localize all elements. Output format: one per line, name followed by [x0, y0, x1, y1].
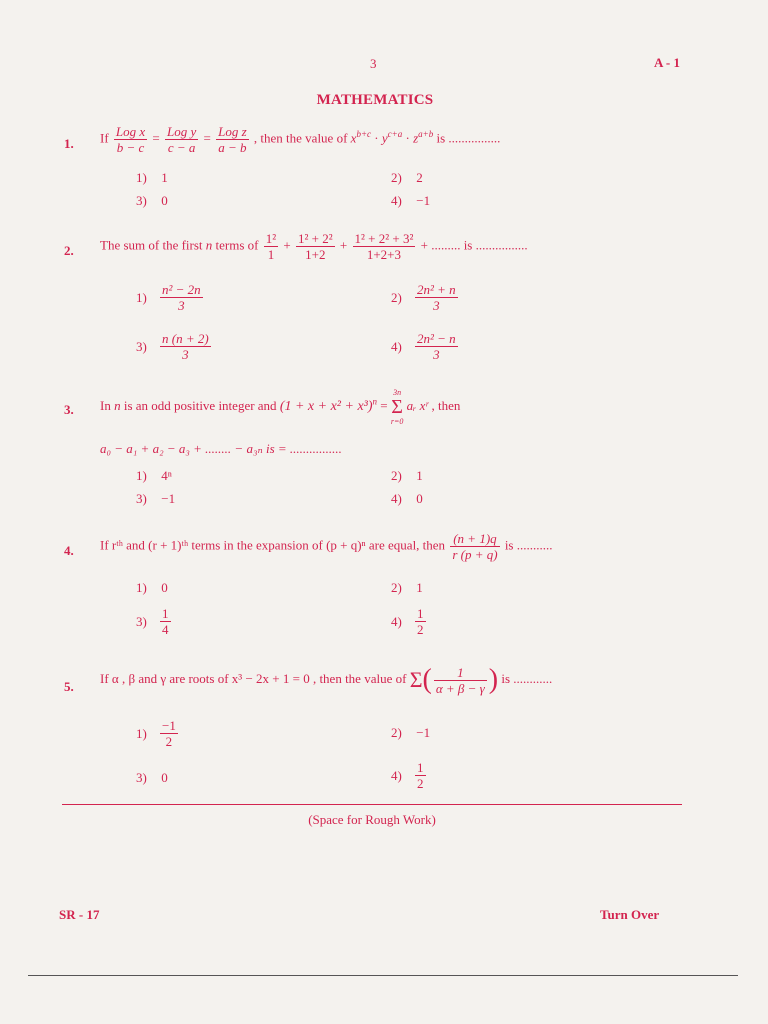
fraction [160, 606, 171, 637]
fraction-numerator: 1² [265, 231, 277, 246]
fraction-numerator: Log z [218, 124, 247, 139]
polynomial-expression: (1 + x + x² + x³) [279, 398, 373, 414]
option-value: 2 [416, 170, 423, 185]
option-value: 4ⁿ [161, 468, 172, 483]
fraction-denominator: a − b [218, 140, 247, 155]
question-text [100, 231, 528, 262]
equals-sign: = [152, 130, 160, 146]
var-y: y [381, 130, 388, 146]
q3-lead: In [100, 397, 111, 413]
left-paren: ( [422, 664, 432, 695]
page-number: 3 [370, 56, 377, 71]
fraction-denominator: 3 [433, 347, 440, 362]
dot: · [405, 130, 410, 146]
fraction [160, 718, 178, 749]
fraction [165, 124, 198, 155]
dot: · [374, 130, 379, 146]
sigma-symbol: Σ [391, 396, 403, 418]
option-label: 3) [136, 491, 147, 506]
fraction-numerator: 2n² − n [417, 331, 456, 346]
fraction-numerator: Log x [115, 124, 146, 139]
footer-code: SR - 17 [59, 907, 100, 922]
q5-text: If α , β and γ are roots of x³ − 2x + 1 = 0 , then the value of [100, 670, 407, 686]
exp-y: c+a [387, 129, 403, 140]
option-value: 1 [416, 580, 423, 595]
option [391, 193, 430, 209]
option [136, 282, 205, 313]
fraction [160, 331, 211, 362]
equals-sign: = [203, 130, 211, 146]
var-n: n [205, 237, 213, 253]
fraction [114, 124, 147, 155]
fraction [216, 124, 249, 155]
question-number: 5. [64, 679, 74, 694]
fraction-denominator: 3 [182, 347, 189, 362]
q2-lead2: terms of [215, 237, 259, 253]
fraction-numerator: n (n + 2) [162, 331, 209, 346]
fraction-numerator: 1 [162, 606, 169, 621]
fraction-denominator: r (p + q) [452, 547, 498, 562]
question-number: 1. [64, 136, 74, 151]
fraction-denominator: 2 [417, 622, 424, 637]
plus-sign: + [339, 237, 348, 253]
option [391, 725, 430, 741]
option-value: 0 [161, 770, 168, 785]
q3-end: , then [431, 397, 461, 413]
question-number: 2. [64, 243, 74, 258]
option [136, 170, 168, 186]
fraction-numerator: −1 [162, 718, 176, 733]
option-label: 1) [136, 289, 147, 305]
option [391, 606, 428, 637]
question-number: 3. [64, 402, 74, 417]
q1-if: If [100, 130, 109, 146]
option-value: 1 [416, 468, 423, 483]
q1-tail: , then the value of [253, 130, 348, 146]
option-value: 1 [161, 170, 168, 185]
option-value: −1 [416, 725, 431, 740]
question-text-line2: a₀ − a₁ + a₂ − a₃ + ........ − a₃ₙ is = ................ [100, 441, 342, 456]
option-label: 4) [391, 613, 402, 629]
fraction-numerator: 1 [417, 760, 424, 775]
fraction-numerator: 2n² + n [417, 282, 456, 297]
option-label: 2) [391, 468, 402, 483]
right-paren: ) [488, 664, 499, 695]
option-label: 1) [136, 725, 147, 741]
page-title: MATHEMATICS [316, 92, 434, 108]
option-label: 2) [391, 725, 402, 740]
option [391, 580, 423, 596]
fraction-denominator: 1 [267, 247, 275, 262]
option-value: 0 [161, 193, 168, 208]
summation [391, 388, 404, 426]
fraction [160, 282, 203, 313]
question-text [100, 664, 552, 696]
question-text [100, 531, 552, 562]
paper-code: A - 1 [654, 55, 680, 70]
option [391, 468, 423, 484]
fraction-denominator: α + β − γ [435, 680, 485, 696]
var-x: x [350, 130, 357, 146]
rough-work-label: (Space for Rough Work) [308, 812, 436, 827]
option-label: 3) [136, 338, 147, 354]
option-label: 2) [391, 580, 402, 595]
equals-sign: = [380, 397, 388, 413]
fraction-denominator: 2 [417, 776, 424, 791]
fraction-denominator: 1+2 [305, 247, 326, 262]
exp-x: b+c [356, 129, 372, 140]
option-label: 3) [136, 193, 147, 208]
option-label: 2) [391, 289, 402, 305]
option-label: 1) [136, 468, 147, 483]
q2-lead: The sum of the first [100, 237, 203, 253]
fraction-denominator: 3 [178, 298, 185, 313]
q4-text: If rᵗʰ and (r + 1)ᵗʰ terms in the expansion of (p + q)ⁿ are equal, then [100, 537, 446, 553]
option [136, 331, 213, 362]
divider [62, 804, 682, 805]
q2-end: + ......... is ................ [420, 237, 528, 253]
option-label: 4) [391, 338, 402, 354]
option [391, 331, 460, 362]
fraction-denominator: 4 [162, 622, 169, 637]
fraction [415, 331, 458, 362]
fraction [415, 760, 426, 791]
option-label: 2) [391, 170, 402, 185]
q3-lead2: is an odd positive integer and [123, 397, 277, 413]
option [136, 468, 172, 484]
option-label: 4) [391, 193, 402, 208]
option [136, 770, 168, 786]
question-text [100, 124, 500, 155]
option [136, 491, 175, 507]
fraction-denominator: c − a [167, 140, 196, 155]
option-label: 3) [136, 770, 147, 785]
fraction-numerator: n² − 2n [162, 282, 201, 297]
fraction-numerator: 1 [434, 665, 487, 681]
fraction [415, 606, 426, 637]
sum-term: aᵣ xʳ [406, 397, 429, 413]
option [136, 606, 173, 637]
option [391, 282, 460, 313]
option [391, 170, 423, 186]
sigma-symbol: Σ [409, 667, 423, 692]
var-z: z [413, 130, 419, 146]
option-label: 4) [391, 767, 402, 783]
option [391, 491, 423, 507]
fraction-denominator: 3 [433, 298, 440, 313]
fraction [415, 282, 458, 313]
option [136, 193, 168, 209]
option-value: 0 [161, 580, 168, 595]
fraction-numerator: (n + 1)q [450, 531, 499, 547]
q4-end: is ........... [504, 537, 553, 553]
question-number: 4. [64, 543, 74, 558]
fraction-numerator: Log y [167, 124, 197, 139]
fraction-numerator: 1² + 2² + 3² [354, 231, 414, 246]
fraction [434, 665, 487, 696]
fraction-denominator: b − c [116, 140, 145, 155]
fraction-numerator: 1² + 2² [298, 231, 333, 246]
exponent-n: n [372, 396, 378, 407]
var-n: n [114, 397, 121, 413]
option-value: −1 [416, 193, 431, 208]
turn-over-label: Turn Over [600, 907, 660, 922]
option-value: 0 [416, 491, 423, 506]
fraction-numerator: 1 [417, 606, 424, 621]
option [136, 718, 180, 749]
option-label: 1) [136, 580, 147, 595]
option-label: 3) [136, 613, 147, 629]
option-value: −1 [161, 491, 176, 506]
fraction [264, 231, 278, 262]
q1-end: is ................ [436, 130, 501, 146]
option-label: 1) [136, 170, 147, 185]
question-text [100, 388, 460, 426]
page-edge-line [28, 975, 738, 976]
sum-lower-limit: r=0 [390, 417, 404, 426]
option [391, 760, 428, 791]
exp-z: a+b [418, 129, 434, 140]
option-label: 4) [391, 491, 402, 506]
q5-end: is ............ [501, 670, 553, 686]
fraction [353, 231, 416, 262]
sum-upper-limit: 3n [393, 388, 402, 397]
fraction [450, 531, 499, 562]
fraction-denominator: 2 [165, 734, 173, 749]
option [136, 580, 168, 596]
fraction-denominator: 1+2+3 [366, 247, 402, 262]
plus-sign: + [283, 237, 291, 253]
fraction [296, 231, 335, 262]
